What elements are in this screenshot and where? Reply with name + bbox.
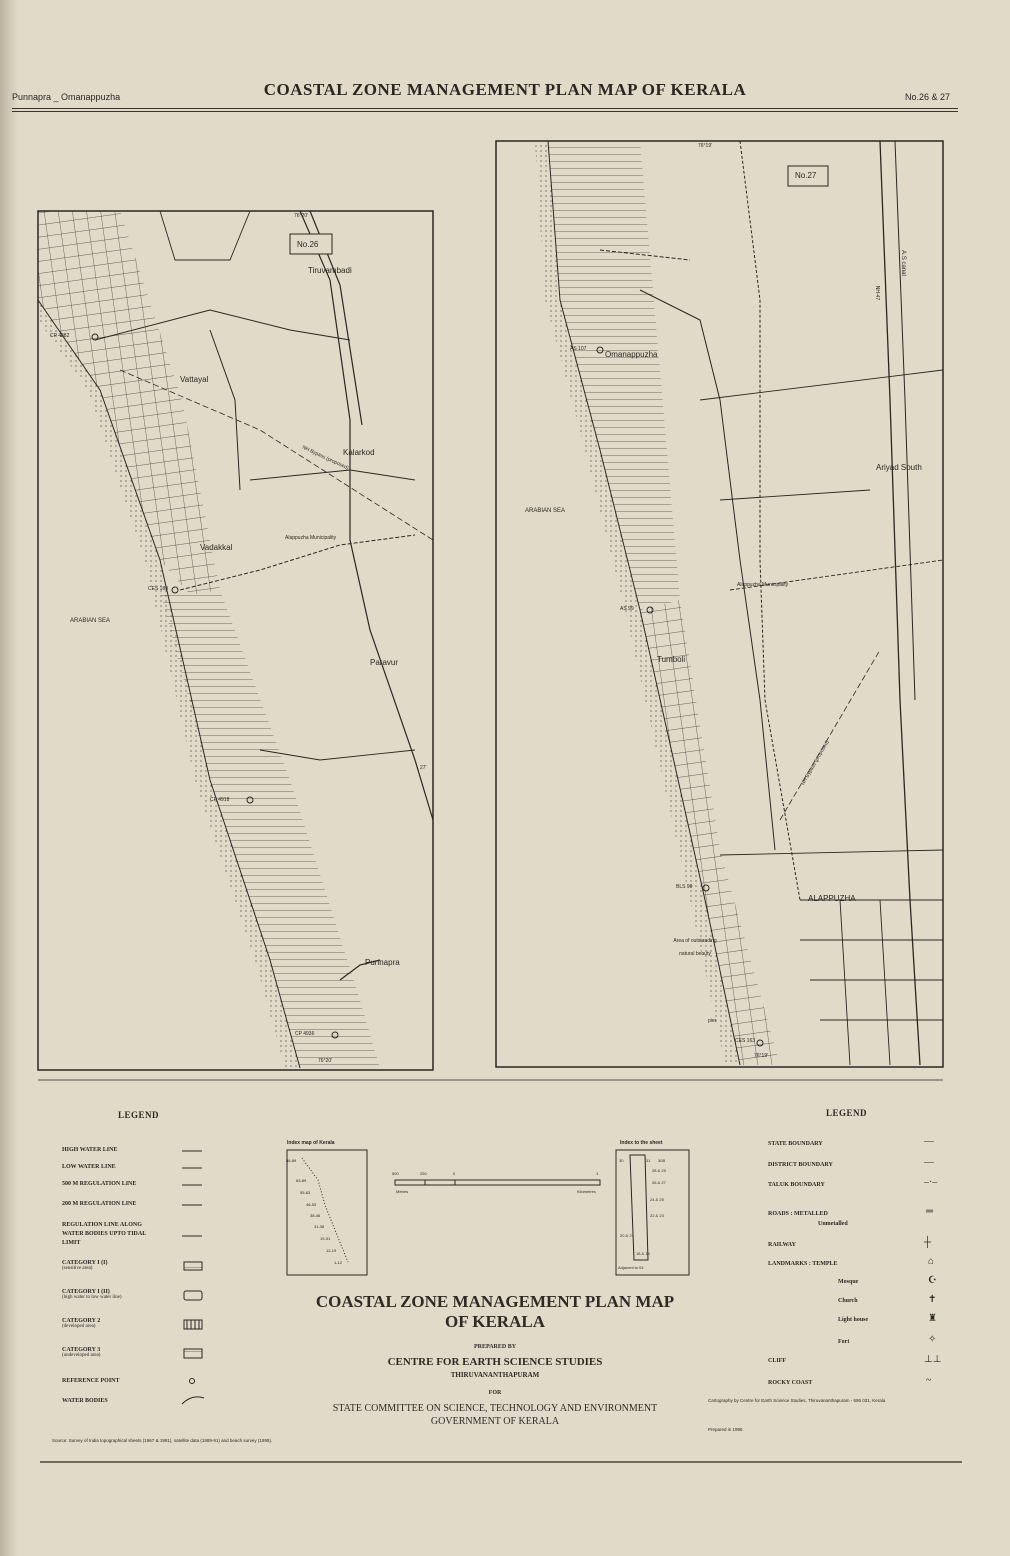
index-map-88-89: 88-89 xyxy=(286,1158,297,1163)
coord-bottom-27: 76°19' xyxy=(754,1053,769,1059)
place-omanappuzha: Omanappuzha xyxy=(605,350,658,359)
legend-lighthouse: Light house xyxy=(838,1317,869,1323)
legend-category-3: CATEGORY 3 (undeveloped area) xyxy=(62,1347,101,1358)
road-nh-47: NH-47 xyxy=(874,285,881,301)
coastal-band-27-lower xyxy=(640,600,780,1065)
sea-label-27: ARABIAN SEA xyxy=(525,508,566,514)
scale-unit-metres: Metres xyxy=(396,1189,409,1194)
scale-unit-kilometres: Kilometres xyxy=(577,1189,596,1194)
legend-cliff: CLIFF xyxy=(768,1358,786,1364)
legend-high-water-line: HIGH WATER LINE xyxy=(62,1147,118,1153)
center-organisation: CENTRE FOR EARTH SCIENCE STUDIES xyxy=(387,1356,603,1368)
index-map-kerala xyxy=(287,1150,367,1275)
index-map-19-31: 19-31 xyxy=(320,1236,331,1241)
place-kalarkod: Kalarkod xyxy=(343,448,375,457)
road-nh-bypass-26: NH Bypass (proposed) xyxy=(301,444,350,472)
point-ces-180: CES 180 xyxy=(148,586,169,592)
center-city: THIRUVANANTHAPURAM xyxy=(450,1371,540,1379)
sheet-index-31: 31 xyxy=(646,1158,651,1163)
map-27-box-label: No.27 xyxy=(795,171,817,180)
header-title: COASTAL ZONE MANAGEMENT PLAN MAP OF KERALA xyxy=(263,80,747,99)
legend-category-1i: CATEGORY I (I) (sensitive area) xyxy=(62,1260,108,1271)
legend-taluk-boundary: TALUK BOUNDARY xyxy=(768,1182,825,1188)
legend-mosque: Mosque xyxy=(838,1279,859,1285)
map-27-panel xyxy=(496,141,943,1067)
sheet-index-30b: 30B xyxy=(658,1158,666,1163)
index-map-12-19: 12-19 xyxy=(326,1248,337,1253)
place-ariyad-south: Ariyad South xyxy=(876,463,922,472)
legend-rocky-coast: ROCKY COAST xyxy=(768,1380,813,1386)
mosque-icon: ☪ xyxy=(928,1275,937,1286)
taluk-boundary-icon: –·– xyxy=(924,1177,938,1188)
scale-tick-500: 500 xyxy=(392,1171,399,1176)
sheet-index-18-19: 18 & 19 xyxy=(636,1251,650,1256)
center-government: GOVERNMENT OF KERALA xyxy=(430,1416,560,1427)
temple-icon: ⌂ xyxy=(928,1256,935,1267)
legend-temple: LANDMARKS : TEMPLE xyxy=(768,1261,838,1267)
scale-tick-1: 1 xyxy=(596,1171,599,1176)
district-boundary-icon: — xyxy=(924,1157,934,1168)
scale-bar xyxy=(395,1180,600,1185)
legend-roads-unmetalled: Unmetalled xyxy=(818,1221,848,1227)
index-map-63-89: 63-89 xyxy=(296,1178,307,1183)
church-icon: ✝ xyxy=(928,1294,937,1305)
road-municipality-27: Alappuzha Municipality xyxy=(737,582,789,588)
point-bls-90: BLS 90 xyxy=(676,884,693,890)
sheet-index-adjacent: Adjacent to 04 xyxy=(618,1265,644,1270)
coastal-band-26-upper xyxy=(38,211,220,595)
coord-bottom-26: 76°20' xyxy=(318,1058,333,1064)
place-tiruvambadi: Tiruvambadi xyxy=(308,266,352,275)
fort-icon: ✧ xyxy=(928,1334,937,1345)
legend-water-bodies-line: REGULATION LINE ALONG WATER BODIES UPTO TIDAL LIMIT xyxy=(62,1222,146,1246)
coord-top-27: 76°19' xyxy=(698,143,713,149)
legend-roads-metalled: ROADS : METALLED xyxy=(768,1211,828,1217)
credit-cartography: Cartography by Centre for Earth Science Studies, Thiruvananthapuram - 695 031, Kerala xyxy=(708,1398,886,1403)
index-map-46-53: 46-53 xyxy=(306,1202,317,1207)
point-cp-4918: CP 4918 xyxy=(210,797,230,803)
rocky-coast-icon: ~ xyxy=(926,1375,932,1386)
pier-label: pier xyxy=(708,1018,717,1024)
index-map-title: Index map of Kerala xyxy=(287,1140,335,1146)
point-ces-163: CES 163 xyxy=(735,1038,756,1044)
map-26-box-label: No.26 xyxy=(297,240,319,249)
sea-label-26: ARABIAN SEA xyxy=(70,618,111,624)
place-vattayal: Vattayal xyxy=(180,375,209,384)
place-paravur: Paravur xyxy=(370,658,399,667)
coord-right-26: 27' xyxy=(420,765,427,771)
point-cp-4882: CP 4882 xyxy=(50,333,70,339)
point-as-99: AS 99 xyxy=(620,606,634,612)
coord-top-26: 76°20' xyxy=(294,213,309,219)
center-for: FOR xyxy=(488,1390,502,1396)
legend-district-boundary: DISTRICT BOUNDARY xyxy=(768,1162,833,1168)
center-title-line2: OF KERALA xyxy=(445,1312,545,1331)
place-tumboli: Tumboli xyxy=(657,655,686,664)
legend-right-title: LEGEND xyxy=(826,1108,868,1118)
place-vadakkal: Vadakkal xyxy=(200,543,233,552)
cliff-icon: ⊥⊥ xyxy=(924,1354,942,1365)
index-map-38-46: 38-46 xyxy=(310,1213,321,1218)
index-map-55-63: 55-63 xyxy=(300,1190,311,1195)
road-as-canal: A.S canal xyxy=(899,250,906,276)
road-nh-bypass-27: NH Bypass (proposed) xyxy=(800,739,831,787)
note-natural-beauty: Area of outstanding natural beauty xyxy=(673,938,717,957)
scale-tick-250: 250 xyxy=(420,1171,427,1176)
sheet-index-title: Index to the sheet xyxy=(620,1140,663,1146)
sheet-index-22-23: 22 & 23 xyxy=(650,1213,664,1218)
road-municipality-26: Alappuzha Municipality xyxy=(285,535,337,541)
legend-category-1ii: CATEGORY I (II) (high water to low water line) xyxy=(62,1289,122,1300)
sheet-index-26-27: 26 & 27 xyxy=(652,1180,666,1185)
point-cp-4936: CP 4936 xyxy=(295,1031,315,1037)
legend-state-boundary: STATE BOUNDARY xyxy=(768,1141,823,1147)
sheet-index-24-25: 24 & 25 xyxy=(650,1197,664,1202)
header-sheet-number: No.26 & 27 xyxy=(904,92,950,102)
sheet-index-28-29: 28 & 29 xyxy=(652,1168,666,1173)
legend-category-2: CATEGORY 2 (developed area) xyxy=(62,1318,101,1329)
index-map-31-38: 31-38 xyxy=(314,1224,325,1229)
header-location: Punnapra _ Omanappuzha xyxy=(12,92,121,102)
legend-left-symbols xyxy=(182,1151,204,1404)
legend-low-water-line: LOW WATER LINE xyxy=(62,1164,116,1170)
legend-left-title: LEGEND xyxy=(118,1110,160,1120)
legend-church: Church xyxy=(838,1298,858,1304)
center-title-line1: COASTAL ZONE MANAGEMENT PLAN MAP xyxy=(315,1292,675,1311)
legend-reference-point: REFERENCE POINT xyxy=(62,1378,120,1384)
center-committee: STATE COMMITTEE ON SCIENCE, TECHNOLOGY AND ENVIRONMENT xyxy=(332,1403,658,1414)
scale-tick-0: 0 xyxy=(453,1171,456,1176)
map-26-panel xyxy=(38,211,433,1070)
metalled-road-icon: ═ xyxy=(926,1206,934,1217)
place-punnapra: Punnapra xyxy=(365,958,400,967)
legend-fort: Fort xyxy=(838,1339,850,1345)
credit-prepared: Prepared in 1995 xyxy=(708,1427,743,1432)
railway-icon: ┼ xyxy=(924,1237,932,1248)
sheet-index-30: 30 xyxy=(619,1158,624,1163)
sheet-index-20-21: 20 & 21 xyxy=(620,1233,634,1238)
point-as-107: AS 107 xyxy=(570,346,587,352)
legend-500m-line: 500 M REGULATION LINE xyxy=(62,1181,137,1187)
legend-200m-line: 200 M REGULATION LINE xyxy=(62,1201,137,1207)
center-prepared-by: PREPARED BY xyxy=(473,1344,517,1350)
state-boundary-icon: — xyxy=(924,1136,934,1147)
index-map-1-12: 1-12 xyxy=(334,1260,343,1265)
credit-source: Source: Survey of India topographical sheets (1967 & 1981), satellite data (1989-91) and beach survey (1995). xyxy=(52,1438,273,1443)
lighthouse-icon: ♜ xyxy=(928,1313,937,1324)
legend-water-bodies: WATER BODIES xyxy=(62,1398,108,1404)
legend-railway: RAILWAY xyxy=(768,1242,796,1248)
place-alappuzha: ALAPPUZHA xyxy=(808,894,856,903)
